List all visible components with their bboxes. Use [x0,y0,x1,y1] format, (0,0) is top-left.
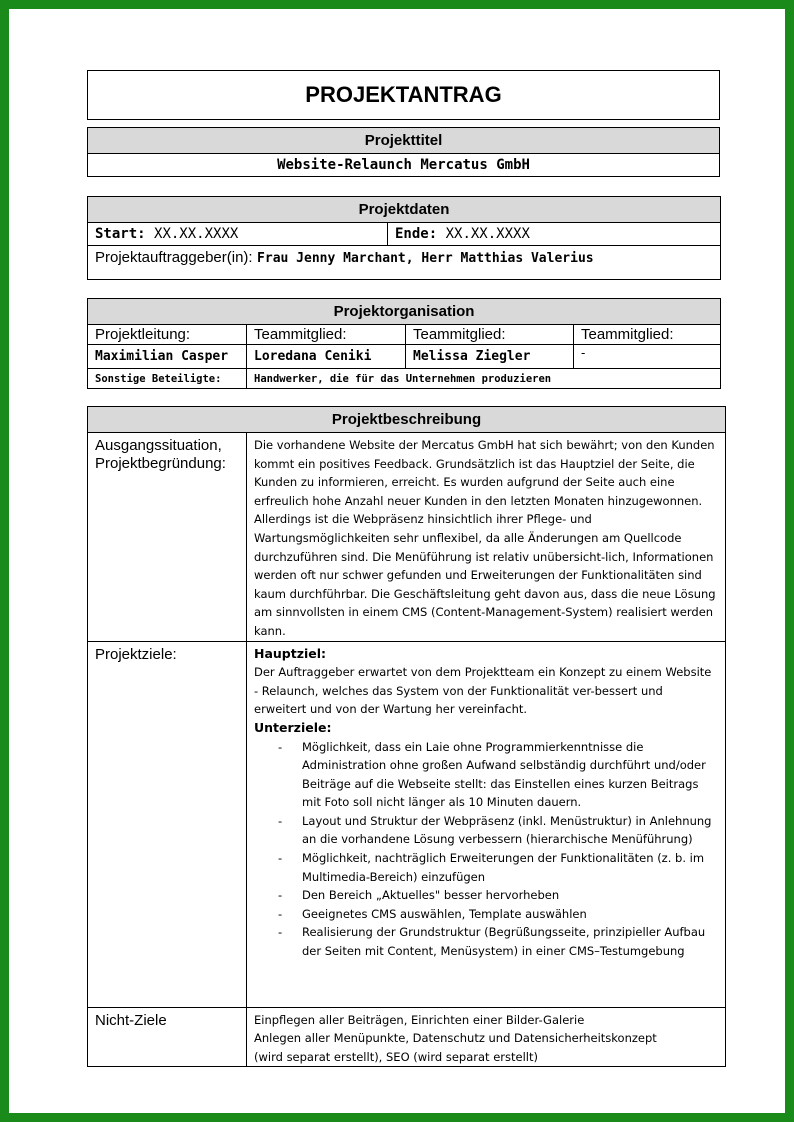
projektdaten-table [87,196,721,280]
start-label: Start: [95,226,146,242]
start-cell [88,223,388,246]
role-teammitglied-2: Teammitglied: [406,325,574,345]
nichtziele-line-3: (wird separat erstellt), SEO (wird separat erstellt) [254,1049,538,1064]
name-projektleitung: Maximilian Casper [88,345,247,369]
list-item: - Möglichkeit, dass ein Laie ohne Programmierkenntnisse die Administration ohne großen Aufwand selbständig durchführt und/oder Beiträge auf die Webseite stellt: das Einstellen eines kurzen Beitrags mit Foto soll nicht länger als 10 Minuten dauern. [302,738,718,812]
projekttitel-value: Website-Relaunch Mercatus GmbH [88,154,720,177]
list-item: - Möglichkeit, nachträglich Erweiterungen der Funktionalitäten (z. b. im Multimedia-Bereich) einzufügen [302,849,718,886]
name-teammitglied-3: - [574,345,721,369]
ausgang-text [247,433,726,642]
name-teammitglied-1: Loredana Ceniki [247,345,406,369]
nichtziele-label: Nicht-Ziele [88,1007,247,1067]
page-title: PROJEKTANTRAG [87,70,720,120]
projektbeschreibung-table [87,406,726,1067]
sonstige-label: Sonstige Beteiligte: [88,369,247,389]
sonstige-value: Handwerker, die für das Unternehmen produzieren [247,369,721,389]
projekttitel-table [87,127,720,177]
hauptziel-text: Der Auftraggeber erwartet von dem Projektteam ein Konzept zu einem Website - Relaunch, welches das System von der Funktionalität ver-bessert und erweitert und von der Wartung her vereinfacht. [254,665,712,717]
projektbeschreibung-header: Projektbeschreibung [88,407,726,433]
ende-cell [388,223,721,246]
nichtziele-content [247,1007,726,1067]
role-projektleitung: Projektleitung: [88,325,247,345]
ausgang-paragraph: Die vorhandene Website der Mercatus GmbH hat sich bewährt; von den Kunden kommt ein positives Feedback. Grundsätzlich ist das Hauptziel der Seite, die Kunden zu informieren, erreicht. Es wurden aufgrund der Seite auch eine erfreulich hohe Anzahl neuer Kunden in den letzten Monaten hinzugewonnen. Allerdings ist die Webpräsenz hinsichtlich ihrer Pflege- und Wartungsmöglichkeiten sehr unflexibel, da alle Änderungen am Quellcode durchzuführen sind. Die Menüführung ist relativ unübersicht-lich, Informationen werden oft nur schwer gefunden und Erweiterungen der Funktionalitäten sind kaum durchführbar. Die Geschäftsleitung geht davon aus, dass die neue Lösung am sinnvollsten in einem CMS (Content-Management-System) realisiert werden kann. [254,438,716,638]
hauptziel-label: Hauptziel: [254,645,327,661]
nichtziele-line-2: Anlegen aller Menüpunkte, Datenschutz und Datensicherheitskonzept [254,1031,657,1046]
unterziele-list [254,738,718,961]
unterziele-label: Unterziele: [254,719,332,735]
ziele-content [247,641,726,1007]
name-teammitglied-2: Melissa Ziegler [406,345,574,369]
list-item: - Layout und Struktur der Webpräsenz (inkl. Menüstruktur) in Anlehnung an die vorhandene Lösung verbessern (hierarchische Menüführung) [302,812,718,849]
auftraggeber-cell [88,246,721,280]
projekttitel-header: Projekttitel [88,128,720,154]
projektdaten-header: Projektdaten [88,197,721,223]
list-item: - Geeignetes CMS auswählen, Template auswählen [302,905,718,924]
auftraggeber-value: Frau Jenny Marchant, Herr Matthias Valerius [257,251,594,266]
projektorganisation-table [87,298,721,389]
start-value: XX.XX.XXXX [154,226,239,242]
auftraggeber-label: Projektauftraggeber(in): [95,249,253,266]
role-teammitglied-3: Teammitglied: [574,325,721,345]
list-item: - Den Bereich „Aktuelles" besser hervorheben [302,886,718,905]
role-teammitglied-1: Teammitglied: [247,325,406,345]
ausgang-label: Ausgangssituation, Projektbegründung: [88,433,247,642]
ende-label: Ende: [395,226,438,242]
ende-value: XX.XX.XXXX [445,226,530,242]
ziele-label: Projektziele: [88,641,247,1007]
list-item: - Realisierung der Grundstruktur (Begrüßungsseite, prinzipieller Aufbau der Seiten mit Content, Menüsystem) in einer CMS–Testumgebung [302,923,718,960]
projektorganisation-header: Projektorganisation [88,299,721,325]
nichtziele-line-1: Einpflegen aller Beiträgen, Einrichten einer Bilder-Galerie [254,1012,585,1027]
